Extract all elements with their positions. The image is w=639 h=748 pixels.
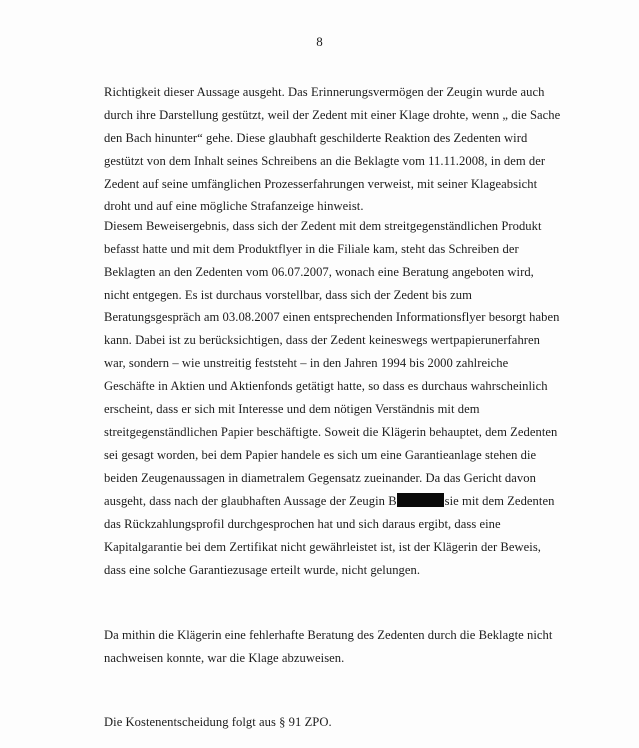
text-line: war, sondern – wie unstreitig feststeht – in den Jahren 1994 bis 2000 zahlreiche bbox=[104, 356, 509, 370]
text-line: nachweisen konnte, war die Klage abzuweisen. bbox=[104, 651, 345, 665]
text-line: nicht entgegen. Es ist durchaus vorstellbar, dass sich der Zedent bis zum bbox=[104, 288, 472, 302]
page-number: 8 bbox=[316, 34, 323, 49]
text-line: Richtigkeit dieser Aussage ausgeht. Das Erinnerungsvermögen der Zeugin wurde auch bbox=[104, 85, 545, 99]
redacted-line-after: sie mit dem Zedenten bbox=[444, 494, 555, 508]
text-line: erscheint, dass er sich mit Interesse und dem nötigen Verständnis mit dem bbox=[104, 402, 480, 416]
text-line: gestützt von dem Inhalt seines Schreibens an die Beklagte vom 11.11.2008, in dem der bbox=[104, 154, 546, 168]
text-line: Die Kostenentscheidung folgt aus § 91 ZPO. bbox=[104, 715, 332, 729]
text-line: Diesem Beweisergebnis, dass sich der Zedent mit dem streitgegenständlichen Produkt bbox=[104, 219, 542, 233]
text-line: Beklagten an den Zedenten vom 06.07.2007, wonach eine Beratung angeboten wird, bbox=[104, 265, 534, 279]
text-line: sei gesagt worden, bei dem Papier handele es sich um eine Garantieanlage stehen die bbox=[104, 448, 537, 462]
text-line: befasst hatte und mit dem Produktflyer in die Filiale kam, steht das Schreiben der bbox=[104, 242, 519, 256]
text-line: durch ihre Darstellung gestützt, weil der Zedent mit einer Klage drohte, wenn „ die Sache bbox=[104, 108, 561, 122]
redaction-block bbox=[397, 493, 444, 507]
text-line: dass eine solche Garantiezusage erteilt wurde, nicht gelungen. bbox=[104, 563, 421, 577]
text-line: droht und auf eine mögliche Strafanzeige hinweist. bbox=[104, 199, 364, 213]
redacted-line-before: ausgeht, dass nach der glaubhaften Aussage der Zeugin B bbox=[104, 494, 397, 508]
text-line-redacted bbox=[104, 493, 554, 509]
text-line: beiden Zeugenaussagen in diametralem Gegensatz zueinander. Da das Gericht davon bbox=[104, 471, 536, 485]
text-line: das Rückzahlungsprofil durchgesprochen hat und sich daraus ergibt, dass eine bbox=[104, 517, 501, 531]
text-line: Geschäfte in Aktien und Aktienfonds getätigt hatte, so dass es durchaus wahrscheinlich bbox=[104, 379, 548, 393]
text-line: Da mithin die Klägerin eine fehlerhafte Beratung des Zedenten durch die Beklagte nicht bbox=[104, 628, 553, 642]
text-line: streitgegenständlichen Papier beschäftigte. Soweit die Klägerin behauptet, dem Zedenten bbox=[104, 425, 558, 439]
text-line: den Bach hinunter“ gehe. Diese glaubhaft geschilderte Reaktion des Zedenten wird bbox=[104, 131, 528, 145]
text-line: Zedent auf seine umfänglichen Prozesserfahrungen verweist, mit seiner Klageabsicht bbox=[104, 177, 538, 191]
text-line: Beratungsgespräch am 03.08.2007 einen entsprechenden Informationsflyer besorgt haben bbox=[104, 310, 560, 324]
text-line: Kapitalgarantie bei dem Zertifikat nicht gewährleistet ist, ist der Klägerin der Beweis, bbox=[104, 540, 541, 554]
text-line: kann. Dabei ist zu berücksichtigen, dass der Zedent keineswegs wertpapierunerfahren bbox=[104, 333, 541, 347]
